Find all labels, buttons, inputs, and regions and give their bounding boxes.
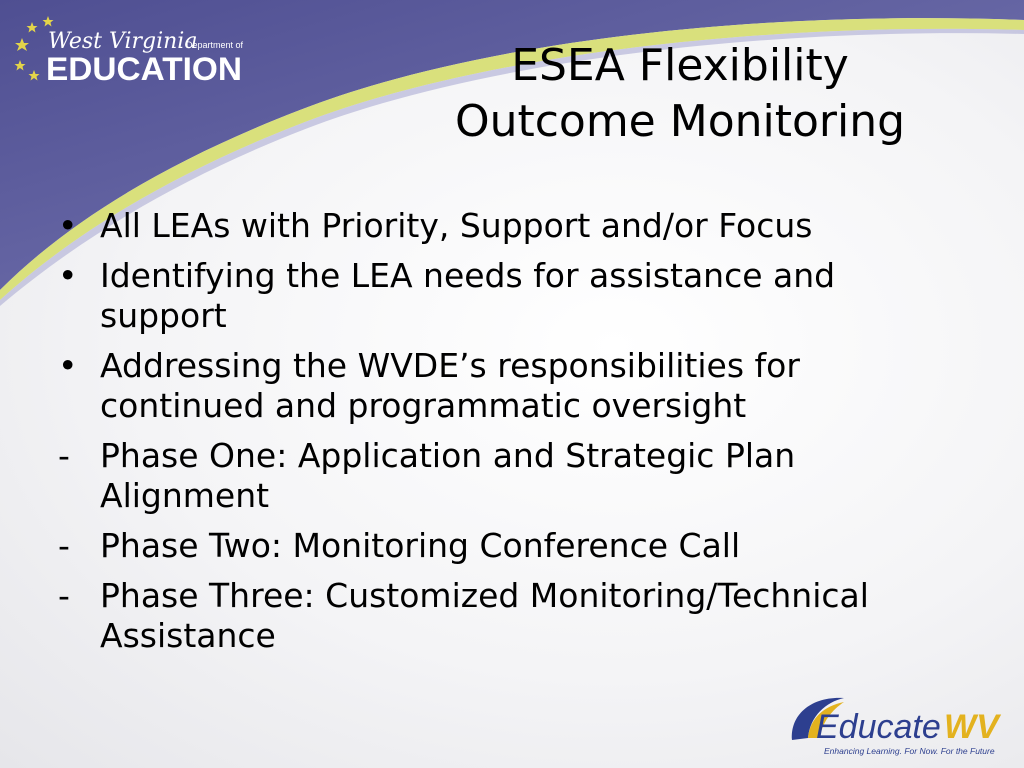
slide-title [420, 38, 940, 150]
list-item [58, 436, 958, 516]
list-item-text: All LEAs with Priority, Support and/or Focus [100, 206, 813, 245]
bullet-list [58, 206, 958, 666]
list-item-text: Phase Three: Customized Monitoring/Technical Assistance [100, 576, 869, 655]
list-item [58, 206, 958, 246]
list-item-text: Phase One: Application and Strategic Plan Alignment [100, 436, 796, 515]
list-item [58, 346, 958, 426]
wv-dept-text: Department of [186, 40, 244, 50]
list-item-text: Addressing the WVDE’s responsibilities for continued and programmatic oversight [100, 346, 800, 425]
educatewv-logo [786, 688, 1022, 764]
wv-text: WV [944, 708, 999, 746]
list-item [58, 256, 958, 336]
list-item-text: Phase Two: Monitoring Conference Call [100, 526, 741, 565]
bullet-marker: • [58, 206, 78, 245]
dash-marker: - [58, 436, 70, 475]
list-item-text: Identifying the LEA needs for assistance and support [100, 256, 836, 335]
wvde-logo [10, 8, 250, 88]
bullet-marker: • [58, 346, 78, 385]
title-line-2: Outcome Monitoring [454, 96, 906, 147]
dash-marker: - [58, 526, 70, 565]
wv-script-text: West Virginia [48, 29, 198, 54]
educate-text: Educate [816, 708, 941, 746]
title-line-1: ESEA Flexibility [511, 40, 849, 91]
wv-education-text: EDUCATION [46, 51, 242, 87]
dash-marker: - [58, 576, 70, 615]
educate-tagline: Enhancing Learning. For Now. For the Future [824, 746, 995, 756]
list-item [58, 576, 958, 656]
list-item [58, 526, 958, 566]
bullet-marker: • [58, 256, 78, 295]
